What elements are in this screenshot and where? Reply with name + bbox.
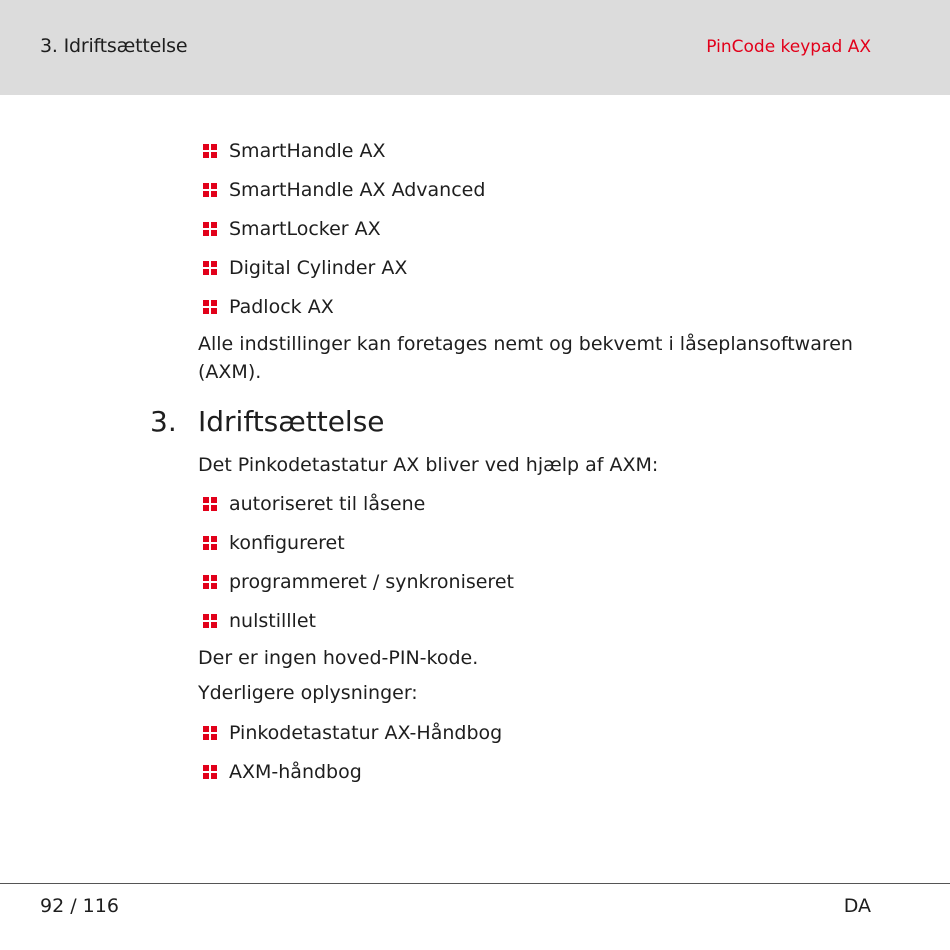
list-item [203,757,362,787]
list-item-text: konfigureret [229,532,345,554]
footer-divider [0,883,950,884]
list-item-text: SmartLocker AX [229,218,381,240]
list-item [203,606,316,636]
more-info-label: Yderligere oplysninger: [198,682,418,704]
header-section-title: 3. Idriftsættelse [40,35,188,57]
bullet-icon [203,765,217,779]
bullet-icon [203,497,217,511]
list-item [203,489,425,519]
section-heading [150,405,385,438]
page-header [0,0,950,95]
page-number: 92 / 116 [40,895,119,917]
list-item-text: SmartHandle AX Advanced [229,179,486,201]
list-item [203,214,381,244]
list-item-text: SmartHandle AX [229,140,386,162]
bullet-icon [203,614,217,628]
section-number: 3. [150,405,177,438]
list-item [203,253,407,283]
header-product-name: PinCode keypad AX [706,37,871,57]
bullet-icon [203,536,217,550]
list-item-text: nulstilllet [229,610,316,632]
section-title: Idriftsættelse [198,405,385,438]
bullet-icon [203,726,217,740]
bullet-icon [203,183,217,197]
no-master-pin-text: Der er ingen hoved-PIN-kode. [198,647,479,669]
bullet-icon [203,144,217,158]
bullet-icon [203,222,217,236]
list-item-text: Padlock AX [229,296,334,318]
list-item-text: Pinkodetastatur AX-Håndbog [229,722,503,744]
list-item-text: programmeret / synkroniseret [229,571,514,593]
section-intro: Det Pinkodetastatur AX bliver ved hjælp af AXM: [198,454,659,476]
language-code: DA [843,895,871,917]
list-item-text: autoriseret til låsene [229,493,426,515]
list-item [203,175,485,205]
list-item [203,136,386,166]
list-item-text: Digital Cylinder AX [229,257,408,279]
list-item [203,567,514,597]
bullet-icon [203,575,217,589]
settings-paragraph: Alle indstillinger kan foretages nemt og bekvemt i låseplansoftwaren (AXM). [198,333,853,383]
list-item [203,528,345,558]
bullet-icon [203,261,217,275]
list-item-text: AXM-håndbog [229,761,362,783]
list-item [203,718,502,748]
bullet-icon [203,300,217,314]
list-item [203,292,334,322]
